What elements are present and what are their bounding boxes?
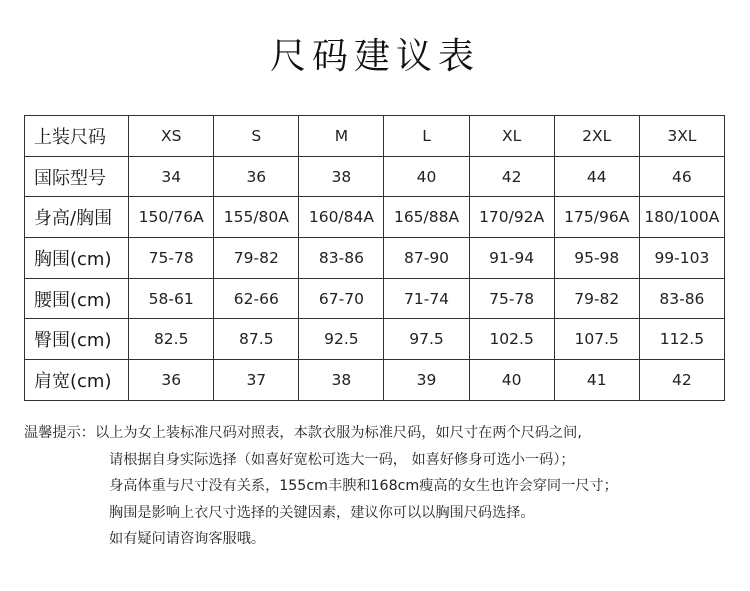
row-label-cell: 腰围(cm) <box>25 278 129 319</box>
table-cell: 79-82 <box>554 278 639 319</box>
table-cell: 75-78 <box>129 238 214 279</box>
table-row <box>25 238 725 279</box>
table-cell: 107.5 <box>554 319 639 360</box>
table-cell: 36 <box>214 156 299 197</box>
note-line <box>24 420 729 447</box>
note-prefix: 温馨提示： <box>24 425 95 441</box>
row-label-cell: 胸围(cm) <box>25 238 129 279</box>
table-cell: 83-86 <box>299 238 384 279</box>
note-line: 如有疑问请咨询客服哦。 <box>109 531 266 547</box>
table-cell: 38 <box>299 360 384 401</box>
table-cell: 82.5 <box>129 319 214 360</box>
table-cell: 160/84A <box>299 197 384 238</box>
table-cell: 87-90 <box>384 238 469 279</box>
size-chart-table <box>24 115 725 401</box>
table-cell: 42 <box>639 360 724 401</box>
table-cell: 95-98 <box>554 238 639 279</box>
table-cell: 155/80A <box>214 197 299 238</box>
table-cell: 37 <box>214 360 299 401</box>
table-cell: 42 <box>469 156 554 197</box>
size-header-cell: 3XL <box>639 116 724 157</box>
table-cell: 165/88A <box>384 197 469 238</box>
table-cell: 67-70 <box>299 278 384 319</box>
table-header-row <box>25 116 725 157</box>
table-cell: 40 <box>469 360 554 401</box>
table-cell: 180/100A <box>639 197 724 238</box>
header-label-cell: 上装尺码 <box>25 116 129 157</box>
table-row <box>25 360 725 401</box>
table-cell: 112.5 <box>639 319 724 360</box>
row-label-cell: 国际型号 <box>25 156 129 197</box>
table-cell: 71-74 <box>384 278 469 319</box>
table-cell: 99-103 <box>639 238 724 279</box>
table-cell: 44 <box>554 156 639 197</box>
table-cell: 83-86 <box>639 278 724 319</box>
table-cell: 97.5 <box>384 319 469 360</box>
table-row <box>25 156 725 197</box>
table-cell: 58-61 <box>129 278 214 319</box>
page-title: 尺码建议表 <box>269 36 480 77</box>
table-cell: 102.5 <box>469 319 554 360</box>
size-header-cell: M <box>299 116 384 157</box>
row-label-cell: 肩宽(cm) <box>25 360 129 401</box>
table-row <box>25 197 725 238</box>
table-cell: 39 <box>384 360 469 401</box>
table-cell: 91-94 <box>469 238 554 279</box>
table-cell: 79-82 <box>214 238 299 279</box>
table-cell: 175/96A <box>554 197 639 238</box>
table-cell: 92.5 <box>299 319 384 360</box>
table-cell: 170/92A <box>469 197 554 238</box>
table-row <box>25 319 725 360</box>
note-line: 胸围是影响上衣尺寸选择的关键因素，建议你可以以胸围尺码选择。 <box>109 504 535 521</box>
size-header-cell: 2XL <box>554 116 639 157</box>
table-cell: 75-78 <box>469 278 554 319</box>
table-cell: 38 <box>299 156 384 197</box>
size-header-cell: XS <box>129 116 214 157</box>
size-header-cell: L <box>384 116 469 157</box>
size-header-cell: XL <box>469 116 554 157</box>
table-cell: 40 <box>384 156 469 197</box>
table-cell: 150/76A <box>129 197 214 238</box>
row-label-cell: 臀围(cm) <box>25 319 129 360</box>
note-text: 以上为女上装标准尺码对照表，本款衣服为标准尺码，如尺寸在两个尺码之间, <box>94 425 582 441</box>
size-header-cell: S <box>214 116 299 157</box>
table-cell: 46 <box>639 156 724 197</box>
table-cell: 36 <box>129 360 214 401</box>
size-tips-note <box>24 420 729 553</box>
table-cell: 87.5 <box>214 319 299 360</box>
note-line: 请根据自身实际选择（如喜好宽松可选大一码， 如喜好修身可选小一码）； <box>109 451 575 468</box>
row-label-cell: 身高/胸围 <box>25 197 129 238</box>
note-line: 身高体重与尺寸没有关系，155cm丰腴和168cm瘦高的女生也许会穿同一尺寸； <box>109 478 618 494</box>
table-cell: 34 <box>129 156 214 197</box>
table-cell: 62-66 <box>214 278 299 319</box>
table-cell: 41 <box>554 360 639 401</box>
table-row <box>25 278 725 319</box>
